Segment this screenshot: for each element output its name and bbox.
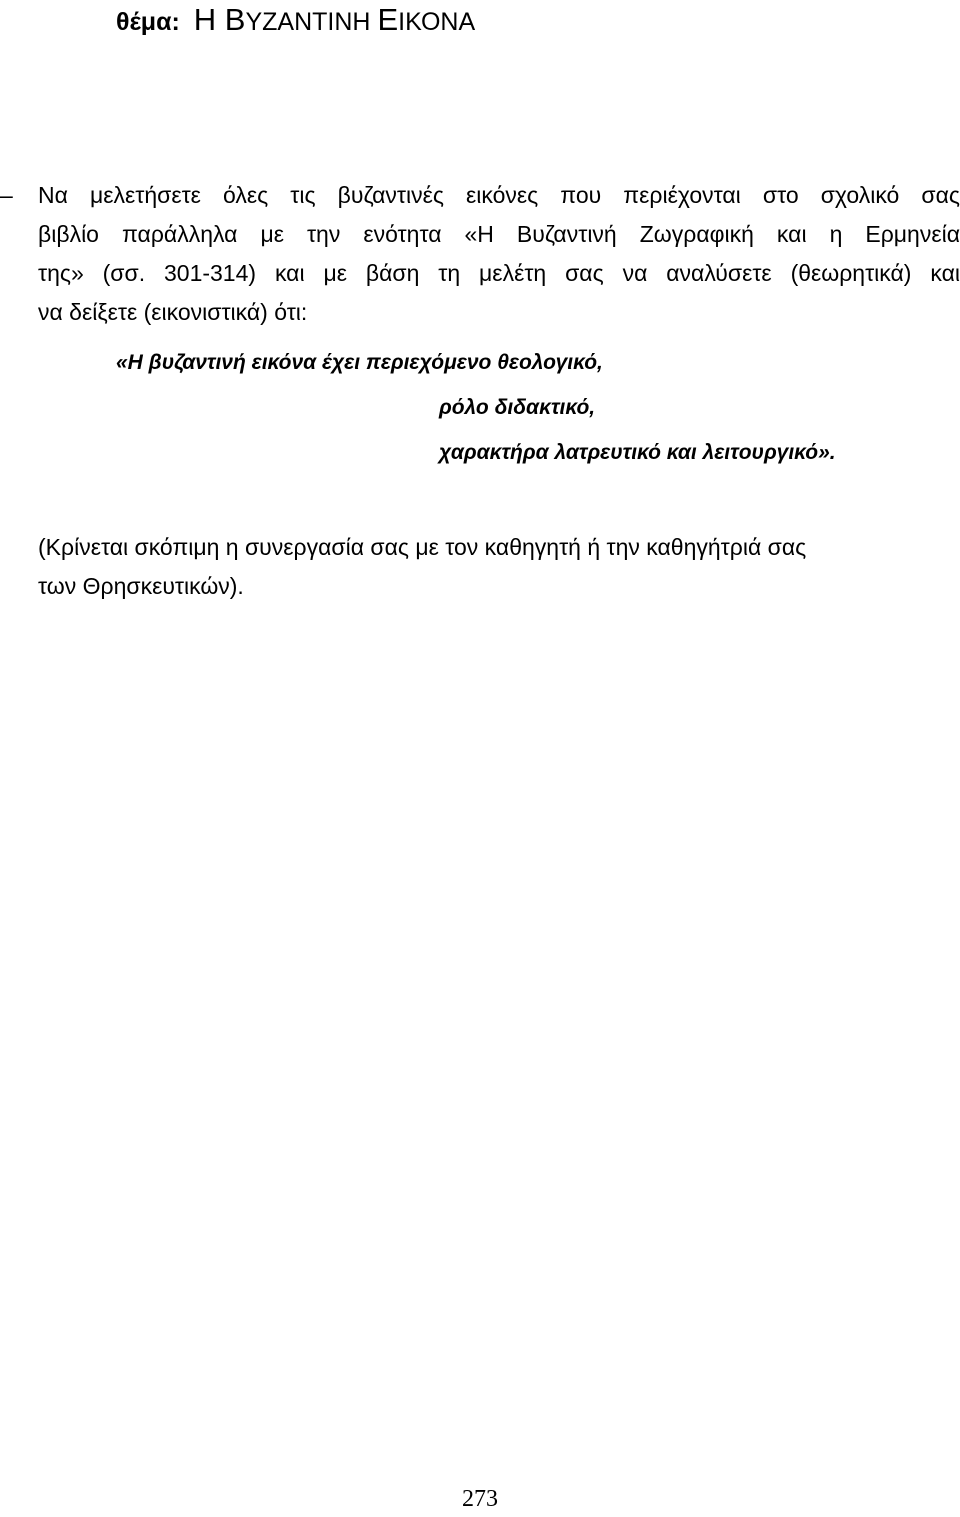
instruction-line: Να μελετήσετε όλες τις βυζαντινές εικόνες που περιέχονται στο σχολικό σας	[38, 182, 960, 208]
bullet-dash: –	[0, 182, 13, 208]
quote-line-1: «Η βυζαντινή εικόνα έχει περιεχόμενο θεολογικό,	[116, 351, 603, 374]
heading-title-part: Ε	[377, 2, 399, 37]
instruction-line: της» (σσ. 301-314) και με βάση τη μελέτη σας να αναλύσετε (θεωρητικά) και	[38, 260, 960, 286]
note-line: (Κρίνεται σκόπιμη η συνεργασία σας με τον καθηγητή ή την καθηγήτριά σας	[38, 534, 807, 560]
instruction-line: βιβλίο παράλληλα με την ενότητα «Η Βυζαντινή Ζωγραφική και η Ερμηνεία	[38, 221, 960, 247]
heading-label: θέμα:	[116, 8, 180, 36]
instruction-paragraph	[38, 176, 960, 332]
heading-title-part: ΙΚΟΝΑ	[398, 8, 476, 36]
page-number: 273	[462, 1486, 498, 1512]
quote-line-3: χαρακτήρα λατρευτικό και λειτουργικό».	[439, 441, 836, 464]
note-line: των Θρησκευτικών).	[38, 573, 244, 599]
heading-title-part: ΥΖΑΝΤΙΝΗ	[245, 8, 378, 36]
page-heading	[116, 2, 475, 40]
heading-title-part: Β	[224, 2, 246, 37]
heading-title-part: Η	[193, 2, 225, 37]
collaboration-note	[38, 528, 938, 606]
quote-line-2: ρόλο διδακτικό,	[439, 396, 596, 419]
instruction-line: να δείξετε (εικονιστικά) ότι:	[38, 299, 308, 325]
